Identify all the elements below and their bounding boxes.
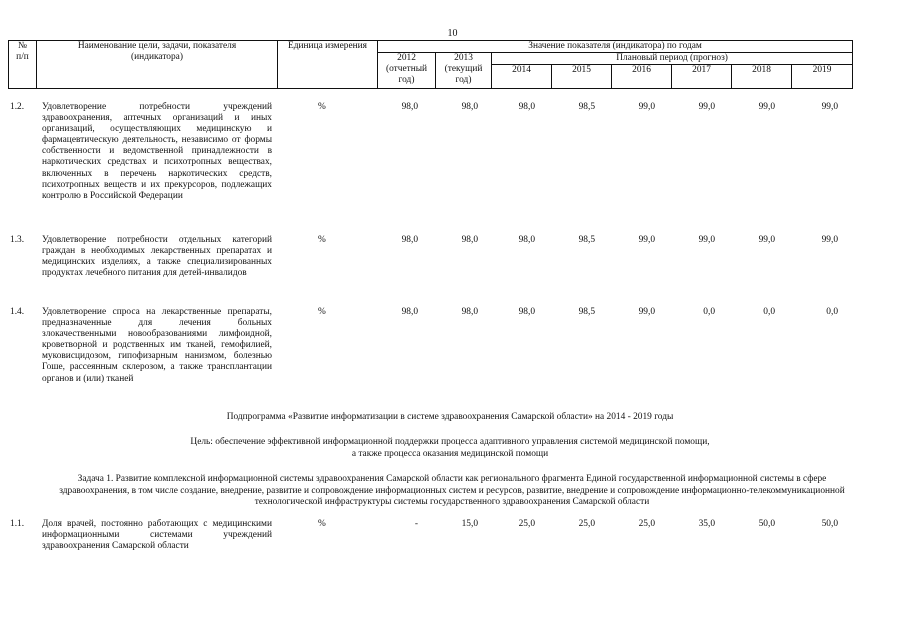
row-value: 99,0 [638, 307, 655, 317]
goal-line-2: а также процесса оказания медицинской помощи [351, 449, 549, 459]
row-value: 0,0 [763, 307, 775, 317]
subprogram-title: Подпрограмма «Развитие информатизации в системе здравоохранения Самарской области» на 2014 - 2019 годы [226, 412, 674, 422]
row-value: 98,0 [518, 102, 535, 112]
header-year: 2016 [612, 65, 672, 89]
row-value: 99,0 [758, 102, 775, 112]
row-value: 99,0 [638, 102, 655, 112]
goal-line-1: Цель: обеспечение эффективной информационной поддержки процесса адаптивного управления системой медицинской помощи, [190, 437, 710, 447]
row-name: Удовлетворение потребности учреждений здравоохранения, аптечных организаций и иных организаций, осуществляющих медицинскую и фармацевтическую деятельность, независимо от формы собственности и ведомственной принадлежности в наркотических средствах и психотропных веществах, включенных в перечень наркотических средств, психотропных веществ и их прекурсоров, подлежащих контролю в Российской Федерации [42, 102, 272, 201]
table-header [8, 40, 853, 89]
row-value: 99,0 [698, 235, 715, 245]
row-number: 1.2. [10, 102, 25, 112]
header-values-title: Значение показателя (индикатора) по годам [378, 41, 853, 53]
row-value: 98,0 [401, 307, 418, 317]
row-unit: % [318, 102, 326, 112]
row-number: 1.4. [10, 307, 25, 317]
header-year: 2017 [672, 65, 732, 89]
row-value: 25,0 [518, 519, 535, 529]
row-number: 1.3. [10, 235, 25, 245]
header-year: 2014 [492, 65, 552, 89]
task-text: Задача 1. Развитие комплексной информационной системы здравоохранения Самарской области как регионального фрагмента Единой государственной информационной системы в сфере здравоохранения, в том числе создание, внедрение, развитие и сопровождение информационных систем и ресурсов, развитие, внедрение и сопровождение информационно-телекоммуникационной технологической инфраструктуры системы государственного здравоохранения Самарской области [59, 474, 845, 507]
row-value: 98,0 [461, 307, 478, 317]
row-value: 0,0 [703, 307, 715, 317]
header-2013: 2013 (текущий год) [436, 53, 492, 89]
row-value: 50,0 [821, 519, 838, 529]
row-value: 98,0 [461, 102, 478, 112]
row-name: Удовлетворение спроса на лекарственные препараты, предназначенные для лечения больных злокачественными новообразованиями лимфоидной, кроветворной и родственных им тканей, гемофилией, муковисцидозом, гипофизарным нанизмом, болезнью Гоше, рассеянным склерозом, а также трансплантации органов и (или) тканей [42, 307, 272, 384]
row-value: 99,0 [758, 235, 775, 245]
row-name: Доля врачей, постоянно работающих с медицинскими информационными системами учреждений здравоохранения Самарской области [42, 519, 272, 552]
row-value: - [414, 519, 418, 529]
header-unit: Единица измерения [278, 41, 378, 89]
row-value: 15,0 [461, 519, 478, 529]
header-plan-title: Плановый период (прогноз) [492, 53, 853, 65]
row-value: 25,0 [638, 519, 655, 529]
header-year: 2019 [792, 65, 853, 89]
header-year: 2015 [552, 65, 612, 89]
row-value: 99,0 [821, 235, 838, 245]
row-value: 98,0 [518, 307, 535, 317]
row-value: 99,0 [698, 102, 715, 112]
header-year: 2018 [732, 65, 792, 89]
row-unit: % [318, 519, 326, 529]
row-value: 98,0 [461, 235, 478, 245]
row-value: 98,0 [518, 235, 535, 245]
row-value: 50,0 [758, 519, 775, 529]
header-name: Наименование цели, задачи, показателя (индикатора) [37, 41, 278, 89]
row-number: 1.1. [10, 519, 25, 529]
row-unit: % [318, 235, 326, 245]
header-num: № п/п [9, 41, 37, 89]
row-value: 99,0 [821, 102, 838, 112]
row-unit: % [318, 307, 326, 317]
row-value: 98,0 [401, 235, 418, 245]
row-value: 25,0 [578, 519, 595, 529]
page-number: 10 [447, 28, 458, 39]
row-value: 98,5 [578, 102, 595, 112]
header-2012: 2012 (отчетный год) [378, 53, 436, 89]
row-value: 98,5 [578, 307, 595, 317]
row-value: 99,0 [638, 235, 655, 245]
row-value: 98,5 [578, 235, 595, 245]
row-value: 35,0 [698, 519, 715, 529]
row-value: 98,0 [401, 102, 418, 112]
row-name: Удовлетворение потребности отдельных категорий граждан в необходимых лекарственных препаратах и медицинских изделиях, а также специализированных продуктах лечебного питания для детей-инвалидов [42, 235, 272, 279]
row-value: 0,0 [826, 307, 838, 317]
